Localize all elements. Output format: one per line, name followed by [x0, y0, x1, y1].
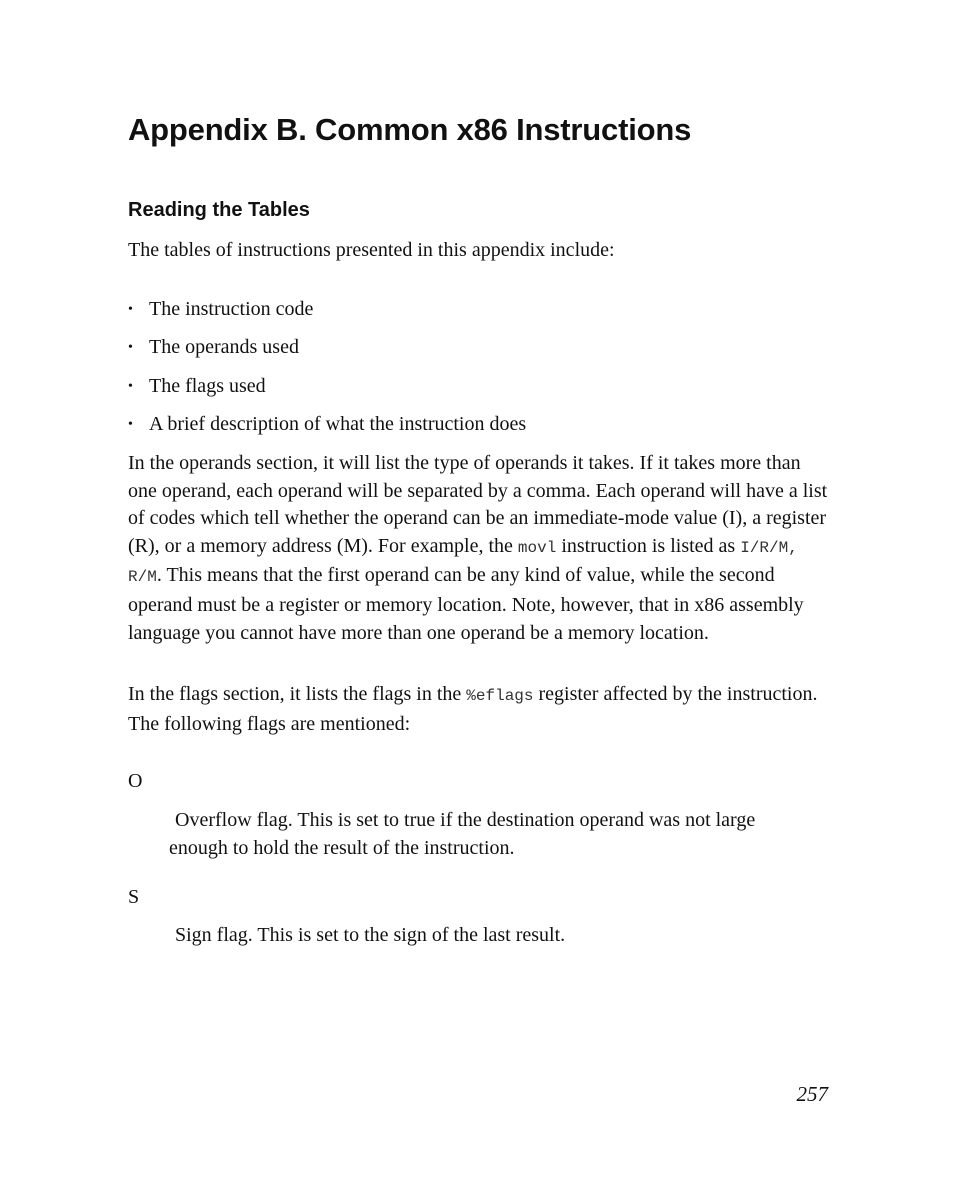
- flag-definition-sign: Sign flag. This is set to the sign of the last result.: [175, 924, 566, 946]
- bullet-list: [128, 296, 526, 449]
- list-item-text: The instruction code: [149, 298, 314, 320]
- movl-code: movl: [517, 538, 557, 557]
- intro-paragraph: The tables of instructions presented in this appendix include:: [128, 239, 615, 261]
- operands-paragraph: [128, 450, 828, 647]
- list-item-text: The flags used: [149, 374, 266, 397]
- list-item: [128, 411, 526, 449]
- bullet-icon: •: [128, 416, 133, 432]
- document-page: [128, 0, 828, 1180]
- section-heading: Reading the Tables: [128, 199, 310, 221]
- operands-text-1: In the operands section, it will list the type of operands it takes. If it takes more than one operand, each operand will be separated by a comma. Each operand will have a list of codes which tell whether the operand can be an immediate-mode value (I), a register (R), or a memory address (M). For example, the: [128, 452, 828, 557]
- flags-text-2: register affected by the instruction. The following flags are mentioned:: [128, 683, 818, 735]
- bullet-icon: •: [128, 302, 133, 317]
- eflags-code: %eflags: [466, 687, 534, 705]
- flag-definition-overflow: Overflow flag. This is set to true if the destination operand was not large enough to hold the result of the instruction.: [169, 809, 756, 859]
- bullet-icon: •: [128, 340, 133, 356]
- flags-paragraph: [128, 681, 828, 738]
- operands-text-2: instruction is listed as: [556, 534, 741, 557]
- operand-codes: I/R/M, R/M: [128, 538, 798, 587]
- page-number: 257: [796, 1082, 828, 1106]
- page-title: Appendix B. Common x86 Instructions: [128, 112, 692, 147]
- list-item: [128, 334, 526, 372]
- operands-text-3: . This means that the first operand can be any kind of value, while the second operand must be a register or memory location. Note, however, that in x86 assembly language you cannot have more than one operand be a memory location.: [128, 564, 804, 644]
- list-item-text: A brief description of what the instruction does: [149, 412, 527, 435]
- bullet-icon: •: [128, 378, 133, 394]
- list-item: [128, 373, 526, 411]
- list-item-text: The operands used: [149, 336, 299, 359]
- flag-term-sign: S: [128, 886, 140, 908]
- flags-text-1: In the flags section, it lists the flags in the: [128, 683, 467, 705]
- flag-term-overflow: O: [128, 770, 143, 792]
- list-item: [128, 296, 526, 334]
